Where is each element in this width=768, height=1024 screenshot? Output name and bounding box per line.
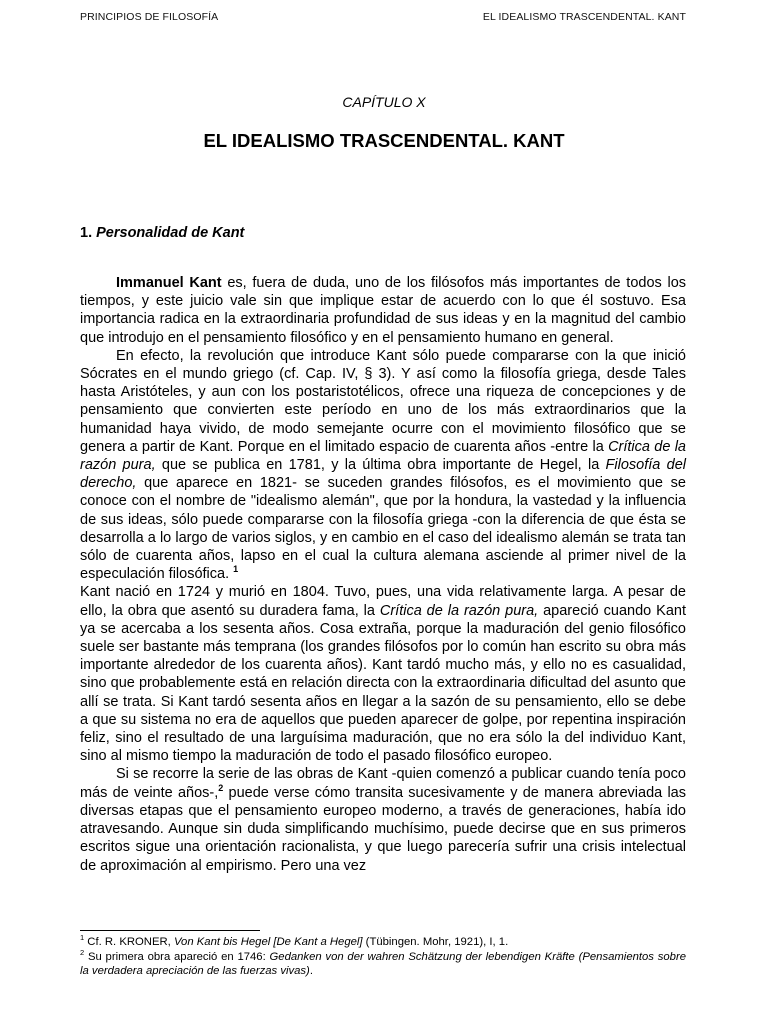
paragraph-2-text-c: que aparece en 1821- se suceden grandes filósofos, es el movimiento que se conoce con el nombre de "idealismo alemán", que por la hondura, la vastedad y la influencia de sus ideas, sólo puede compararse con la filosofía griega -con la diferencia de que ésta se desarrolla a lo largo de varios siglos, y en cambio en el caso del idealismo alemán se trata tan sólo de cuarenta años, lapso en el cual la cultura alemana asciende al primer nivel de la especulación filosófica. [80, 475, 686, 583]
footnote-1-work-title: Von Kant bis Hegel [De Kant a Hegel] [173, 936, 363, 948]
footnote-1-text-a: Cf. R. KRONER, [84, 936, 174, 948]
section-title: Personalidad de Kant [96, 225, 245, 241]
footnotes [80, 935, 686, 979]
chapter-title: EL IDEALISMO TRASCENDENTAL. KANT [203, 130, 565, 151]
section-heading [80, 225, 244, 241]
footnote-1-text-b: (Tübingen. Mohr, 1921), I, 1. [362, 936, 509, 948]
footnote-2 [80, 947, 686, 979]
chapter-label: CAPÍTULO X [342, 94, 426, 110]
footnote-ref-2[interactable]: 2 [218, 782, 224, 793]
footnote-1 [80, 935, 686, 950]
running-header [80, 11, 686, 23]
paragraph-1 [80, 274, 686, 347]
paragraph-4-text-a: Si se recorre la serie de las obras de Kant -quien comenzó a publicar cuando tenía poco más de veinte años-, [80, 766, 686, 801]
paragraph-2-text-b: que se publica en 1781, y la última obra importante de Hegel, la [155, 457, 606, 474]
footnote-2-work-title: Gedanken von der wahren Schätzung der lebendigen Kräfte (Pensamientos sobre la verdadera apreciación de las fuerzas vivas) [80, 950, 686, 978]
footnote-divider [80, 930, 260, 931]
paragraph-3-text-b: apareció cuando Kant ya se acercaba a los sesenta años. Cosa extraña, porque la maduración del genio filosófico suele ser bastante más temprana (los grandes filósofos por lo común han escrito su obra más importante alrededor de los cuarenta años). Kant tardó mucho más, y ello no es casualidad, sino que probablemente está en relación directa con la extraordinaria dificultad del asunto que allí se trata. Si Kant tardó sesenta años en llegar a la sazón de su pensamiento, ello se debe a que su sistema no era de aquellos que pueden aparecer de golpe, por repentina inspiración feliz, sino el resultado de una larguísima maduración, que no era sólo la del individuo Kant, sino al mismo tiempo la maduración de todo el pasado filosófico europeo. [80, 602, 686, 765]
section-number: 1. [80, 225, 93, 241]
body-text [80, 274, 686, 875]
author-name: Immanuel Kant [116, 275, 222, 291]
footnote-ref-1[interactable]: 1 [233, 564, 239, 575]
paragraph-4-text-b: puede verse cómo transita sucesivamente y de manera abreviada las diversas etapas que el pensamiento europeo moderno, a través de generaciones, había ido atravesando. Aunque sin duda simplificando muchísimo, puede decirse que en sus primeros escritos sigue una orientación racionalista, y que luego parecería sufrir una crisis intelectual de aproximación al empirismo. Pero una vez [80, 784, 686, 874]
footnote-2-text-b: . [309, 965, 313, 978]
footnote-2-text-a: Su primera obra apareció en 1746: [84, 950, 270, 963]
footnote-2-number: 2 [80, 947, 85, 957]
work-title-filosofia-derecho: Filosofía del derecho, [80, 457, 686, 492]
paragraph-2-text-a: En efecto, la revolución que introduce Kant sólo puede compararse con la que inició Sócrates en el mundo griego (cf. Cap. IV, § 3). Y así como la filosofía griega, desde Tales hasta Aristóteles, y aun con los postaristotélicos, ofrece una riqueza de concepciones y de pensamiento que convierten este período en uno de los más extraordinarios que la humanidad haya vivido, de modo semejante ocurre con el movimiento filosófico que se genera a partir de Kant. Porque en el limitado espacio de cuarenta años -entre la [80, 347, 686, 455]
paragraph-1-text: es, fuera de duda, uno de los filósofos más importantes de todos los tiempos, y este juicio vale sin que implique estar de acuerdo con lo que él sostuvo. Esa importancia radica en la extraordinaria profundidad de sus ideas y en la magnitud del cambio que introdujo en el pensamiento filosófico y en el pensamiento humano en general. [80, 275, 687, 346]
paragraph-2 [80, 347, 686, 584]
paragraph-3-text-a: Kant nació en 1724 y murió en 1804. Tuvo, pues, una vida relativamente larga. A pesar de ello, la obra que asentó su duradera fama, la [80, 584, 686, 619]
work-title-critica-2: Crítica de la razón pura, [379, 602, 539, 619]
work-title-critica: Crítica de la razón pura, [80, 438, 686, 474]
footnote-1-number: 1 [80, 933, 85, 943]
header-chapter-title: EL IDEALISMO TRASCENDENTAL. KANT [482, 11, 686, 23]
header-book-title: PRINCIPIOS DE FILOSOFÍA [80, 11, 219, 23]
paragraph-3 [80, 583, 686, 765]
paragraph-4 [80, 765, 686, 874]
